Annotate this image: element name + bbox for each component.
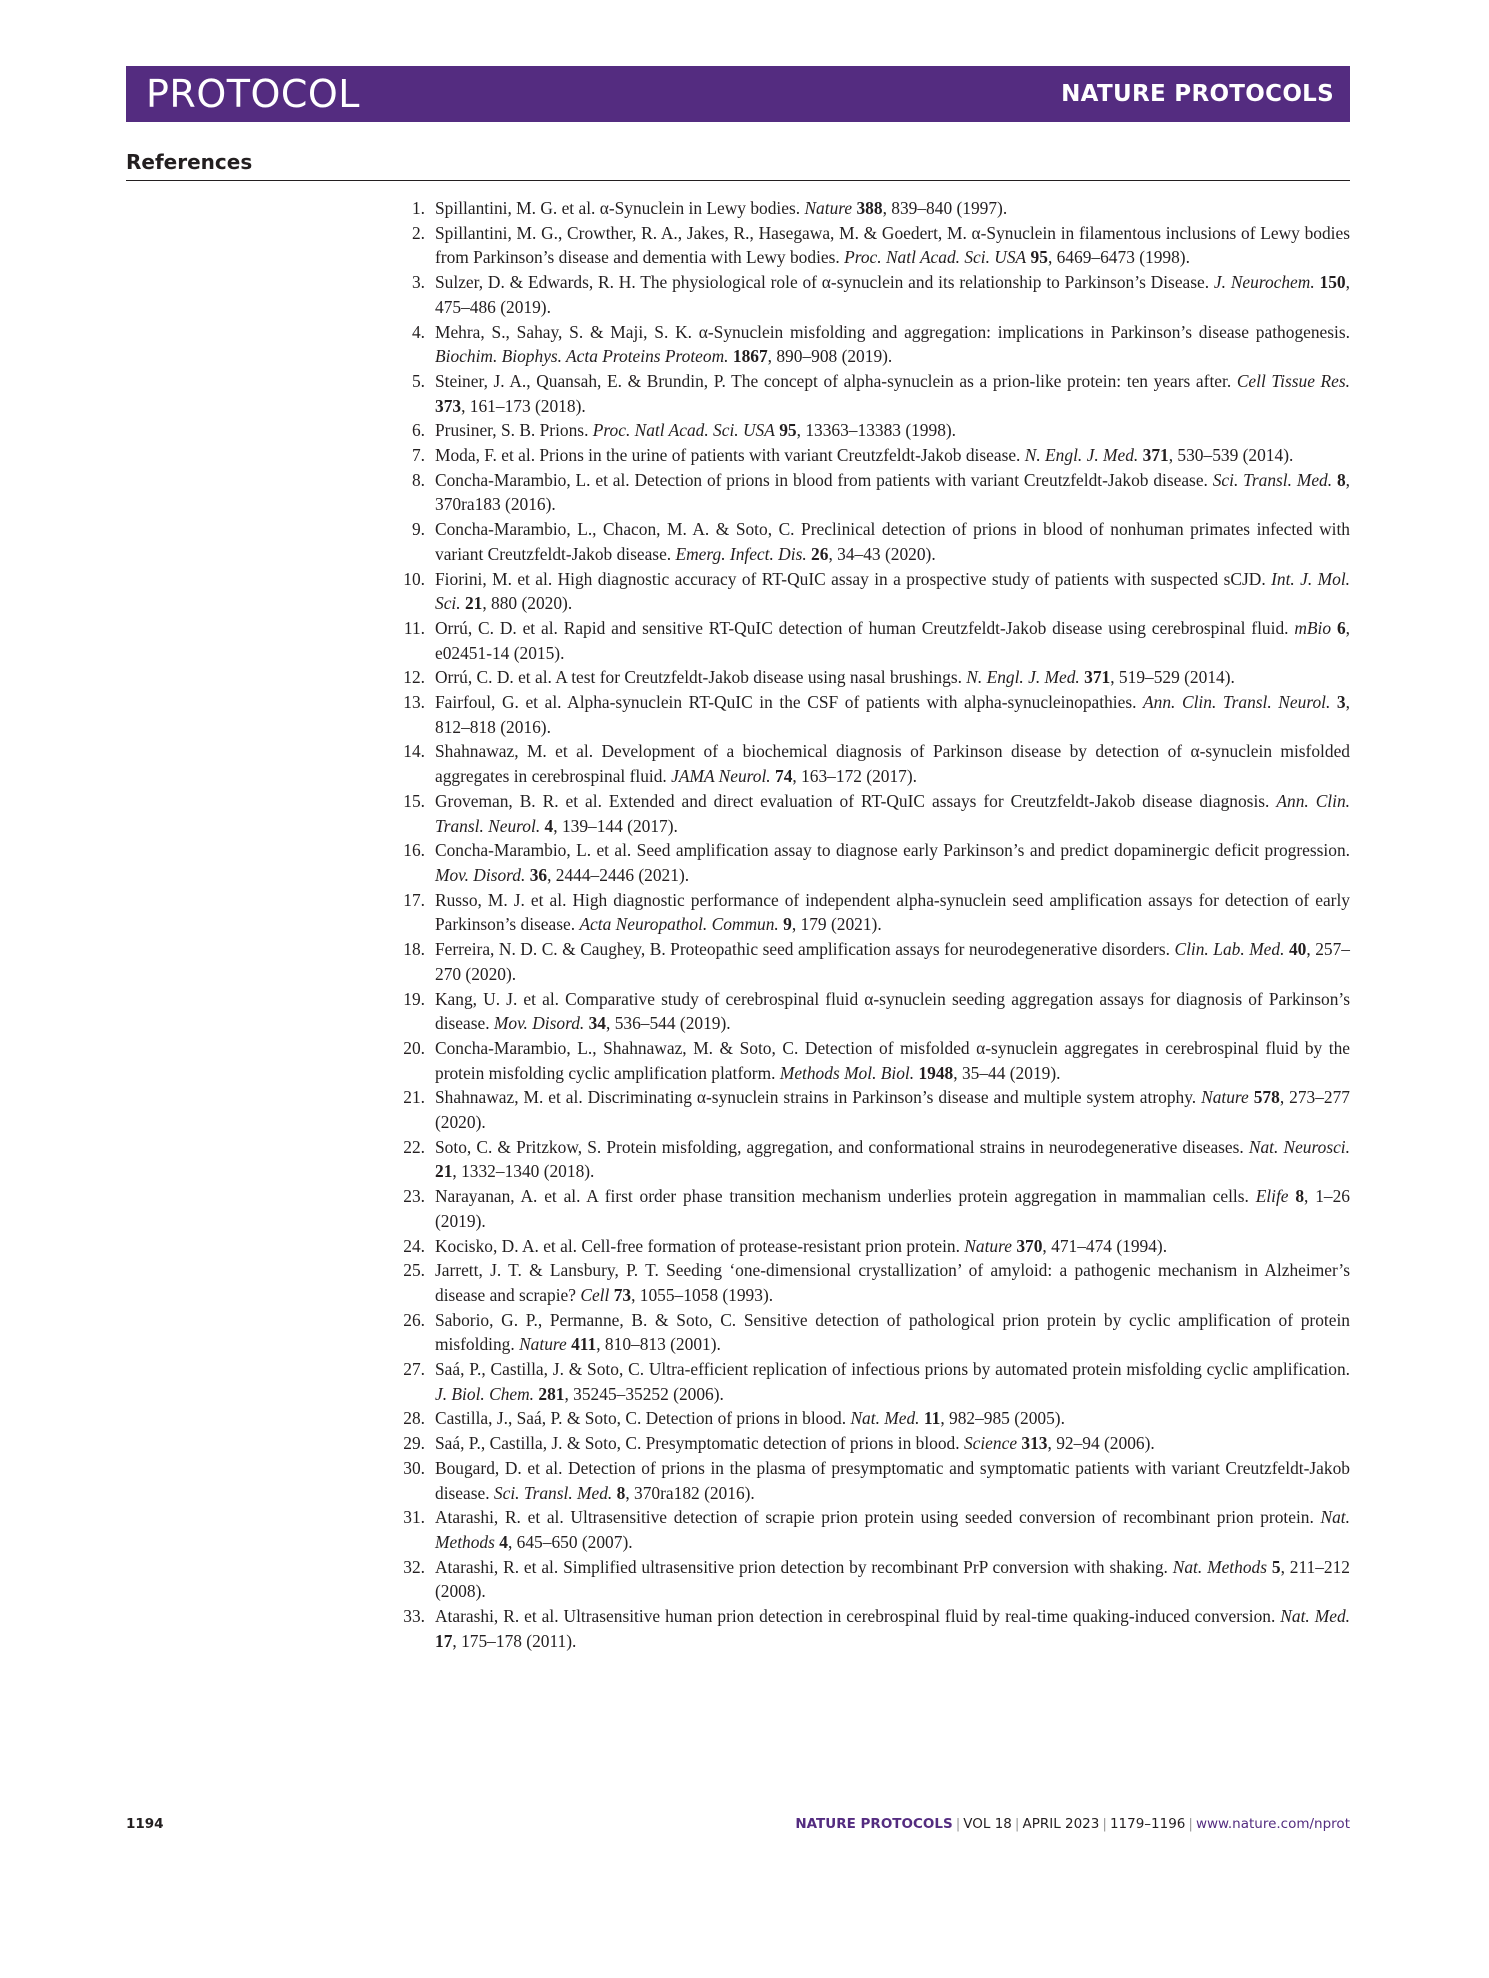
reference-text: [435, 1310, 1350, 1355]
citation-text: Atarashi, R. et al. Ultrasensitive human prion detection in cerebrospinal fluid by real-time quaking-induced conversion.: [435, 1606, 1281, 1627]
citation-text: Concha-Marambio, L. et al. Seed amplification assay to diagnose early Parkinson’s and predict dopaminergic deficit progression.: [435, 840, 1350, 861]
reference-text: [435, 989, 1350, 1034]
page-number: 1194: [126, 1816, 164, 1832]
journal-title: Nature: [964, 1235, 1012, 1256]
reference-item: [385, 1184, 1350, 1233]
volume-number: 4: [544, 815, 554, 836]
footer-date: APRIL 2023: [1022, 1816, 1100, 1832]
reference-item: [385, 369, 1350, 418]
reference-number: 1.: [411, 198, 425, 218]
reference-text: [435, 741, 1350, 786]
footer-separator: |: [1102, 1816, 1107, 1832]
journal-title: JAMA Neurol.: [671, 766, 771, 787]
citation-text: Prusiner, S. B. Prions.: [435, 420, 593, 441]
reference-item: [385, 221, 1350, 270]
reference-item: [385, 1406, 1350, 1431]
reference-item: [385, 517, 1350, 566]
citation-text: , 810–813 (2001).: [596, 1334, 721, 1355]
citation-text: , 139–144 (2017).: [553, 815, 678, 836]
reference-text: [435, 890, 1350, 935]
reference-item: [385, 665, 1350, 690]
reference-item: [385, 1505, 1350, 1554]
reference-text: [435, 791, 1350, 836]
citation-text: Ferreira, N. D. C. & Caughey, B. Proteopathic seed amplification assays for neurodegenerative disorders.: [435, 939, 1175, 960]
citation-text: Bougard, D. et al. Detection of prions in the plasma of presymptomatic and symptomatic patients with variant Creutzfeldt-Jakob disease.: [435, 1457, 1350, 1503]
volume-number: 281: [538, 1383, 565, 1404]
reference-text: [435, 1137, 1350, 1182]
reference-number: 22.: [403, 1136, 425, 1157]
volume-number: 1867: [732, 346, 768, 367]
reference-number: 18.: [403, 939, 425, 960]
reference-item: [385, 1604, 1350, 1653]
journal-title: Methods Mol. Biol.: [779, 1062, 915, 1083]
volume-number: 73: [613, 1284, 632, 1305]
reference-number: 11.: [403, 617, 425, 638]
reference-item: [385, 1555, 1350, 1604]
citation-text: Concha-Marambio, L. et al. Detection of prions in blood from patients with variant Creutzfeldt-Jakob disease.: [435, 469, 1213, 490]
citation-text: , 175–178 (2011).: [452, 1630, 577, 1651]
journal-title: J. Biol. Chem.: [435, 1383, 535, 1404]
reference-text: [435, 1359, 1350, 1404]
citation-text: , 92–94 (2006).: [1047, 1433, 1155, 1454]
reference-item: [385, 443, 1350, 468]
references-heading: References: [126, 150, 253, 174]
reference-number: 24.: [403, 1235, 425, 1256]
reference-text: [435, 272, 1350, 317]
volume-number: 370: [1016, 1235, 1043, 1256]
reference-item: [385, 567, 1350, 616]
page-footer: [126, 1816, 1350, 1838]
reference-number: 5.: [411, 370, 425, 391]
citation-text: , 370ra183 (2016).: [435, 469, 1350, 515]
citation-text: Atarashi, R. et al. Ultrasensitive detection of scrapie prion protein using seeded conversion of recombinant prion protein.: [435, 1507, 1321, 1528]
reference-number: 33.: [403, 1606, 425, 1627]
volume-number: 8: [1295, 1186, 1305, 1207]
reference-text: [435, 618, 1350, 663]
citation-text: , 35–44 (2019).: [953, 1062, 1061, 1083]
footer-pages: 1179–1196: [1109, 1816, 1186, 1832]
reference-text: [435, 1087, 1350, 1132]
journal-title: Nature: [1201, 1087, 1249, 1108]
reference-number: 10.: [403, 568, 425, 589]
journal-title: Nature: [804, 198, 853, 218]
header-banner: [126, 66, 1350, 122]
journal-title: Nat. Methods: [1172, 1556, 1267, 1577]
volume-number: 36: [529, 864, 548, 885]
journal-title: Biochim. Biophys. Acta Proteins Proteom.: [435, 346, 729, 367]
citation-text: , e02451-14 (2015).: [435, 617, 1350, 663]
citation-text: , 1055–1058 (1993).: [631, 1284, 774, 1305]
citation-text: , 2444–2446 (2021).: [547, 864, 690, 885]
reference-number: 14.: [403, 741, 425, 762]
citation-text: Moda, F. et al. Prions in the urine of patients with variant Creutzfeldt-Jakob disease.: [435, 445, 1025, 466]
citation-text: , 163–172 (2017).: [792, 766, 918, 787]
reference-number: 26.: [403, 1309, 425, 1330]
reference-number: 31.: [403, 1507, 425, 1528]
reference-number: 32.: [403, 1556, 425, 1577]
reference-text: [435, 445, 1293, 465]
reference-text: [435, 322, 1350, 367]
volume-number: 95: [1030, 247, 1048, 268]
citation-text: Atarashi, R. et al. Simplified ultrasensitive prion detection by recombinant PrP conversion with shaking.: [435, 1556, 1173, 1577]
citation-text: Saá, P., Castilla, J. & Soto, C. Ultra-efficient replication of infectious prions by automated protein misfolding cyclic amplification.: [435, 1359, 1350, 1380]
citation-text: [1330, 692, 1337, 712]
journal-title: Elife: [1255, 1186, 1289, 1207]
volume-number: 74: [775, 766, 793, 787]
reference-text: [435, 470, 1350, 515]
volume-number: 11: [923, 1408, 941, 1429]
journal-title: Science: [963, 1433, 1018, 1454]
citation-text: Jarrett, J. T. & Lansbury, P. T. Seeding ‘one-dimensional crystallization’ of amyloid: a pathogenic mechanism in Alzheimer’s disease and scrapie?: [435, 1260, 1350, 1305]
footer-url[interactable]: www.nature.com/nprot: [1195, 1816, 1350, 1832]
reference-number: 8.: [411, 469, 425, 490]
volume-number: 34: [588, 1013, 606, 1034]
volume-number: 21: [464, 593, 483, 614]
citation-text: Castilla, J., Saá, P. & Soto, C. Detection of prions in blood.: [435, 1408, 851, 1429]
citation-text: , 839–840 (1997).: [882, 198, 1008, 218]
journal-title: N. Engl. J. Med.: [1024, 445, 1139, 466]
reference-number: 29.: [403, 1433, 425, 1454]
footer-citation: [795, 1816, 1350, 1832]
footer-separator: |: [955, 1816, 961, 1832]
reference-text: [435, 1507, 1350, 1552]
reference-item: [385, 739, 1350, 788]
volume-number: 95: [779, 420, 797, 441]
citation-text: , 880 (2020).: [482, 593, 573, 614]
reference-text: [435, 1433, 1155, 1453]
reference-item: [385, 888, 1350, 937]
volume-number: 313: [1021, 1433, 1048, 1454]
citation-text: , 471–474 (1994).: [1042, 1235, 1168, 1256]
reference-item: [385, 838, 1350, 887]
journal-title: Emerg. Infect. Dis.: [675, 543, 807, 564]
reference-item: [385, 320, 1350, 369]
reference-item: [385, 1431, 1350, 1456]
reference-text: [435, 1038, 1350, 1083]
reference-text: [435, 371, 1350, 416]
volume-number: 9: [783, 914, 792, 935]
journal-title: Nat. Methods: [435, 1507, 1350, 1552]
heading-rule: [126, 180, 1350, 181]
citation-text: Concha-Marambio, L., Chacon, M. A. & Soto, C. Preclinical detection of prions in blood of nonhuman primates infected with variant Creutzfeldt-Jakob disease.: [435, 519, 1350, 564]
volume-number: 26: [811, 543, 829, 564]
citation-text: , 370ra182 (2016).: [625, 1482, 755, 1503]
citation-text: Steiner, J. A., Quansah, E. & Brundin, P. The concept of alpha-synuclein as a prion-like protein: ten years after.: [435, 370, 1237, 391]
reference-number: 9.: [411, 519, 425, 540]
journal-title: Nat. Med.: [850, 1408, 920, 1429]
volume-number: 578: [1253, 1087, 1280, 1108]
citation-text: Soto, C. & Pritzkow, S. Protein misfolding, aggregation, and conformational strains in neurodegenerative diseases.: [435, 1136, 1249, 1157]
reference-text: [435, 939, 1350, 984]
citation-text: , 890–908 (2019).: [767, 346, 893, 367]
footer-volume: VOL 18: [963, 1816, 1012, 1832]
volume-number: 21: [435, 1161, 453, 1182]
citation-text: , 34–43 (2020).: [828, 543, 936, 564]
reference-number: 30.: [403, 1457, 425, 1478]
citation-text: , 1332–1340 (2018).: [452, 1161, 595, 1182]
section-label: PROTOCOL: [146, 72, 360, 116]
reference-number: 25.: [403, 1260, 425, 1281]
reference-item: [385, 1085, 1350, 1134]
citation-text: , 257–270 (2020).: [435, 939, 1350, 984]
citation-text: , 536–544 (2019).: [606, 1013, 731, 1034]
reference-text: [435, 1186, 1350, 1231]
reference-number: 28.: [403, 1408, 425, 1429]
journal-title: Sci. Transl. Med.: [493, 1482, 613, 1503]
reference-number: 21.: [403, 1087, 425, 1108]
volume-number: 371: [1142, 445, 1169, 466]
volume-number: 3: [1336, 692, 1346, 713]
footer-separator: |: [1188, 1816, 1193, 1832]
reference-number: 2.: [411, 222, 425, 243]
reference-number: 23.: [403, 1186, 425, 1207]
citation-text: Groveman, B. R. et al. Extended and direct evaluation of RT-QuIC assays for Creutzfeldt-Jakob disease diagnosis.: [435, 790, 1277, 811]
journal-title: Int. J. Mol. Sci.: [435, 568, 1350, 614]
citation-text: Spillantini, M. G. et al. α-Synuclein in Lewy bodies.: [435, 198, 805, 218]
reference-number: 27.: [403, 1359, 425, 1380]
citation-text: , 1–26 (2019).: [435, 1186, 1350, 1231]
reference-item: [385, 1308, 1350, 1357]
volume-number: 388: [856, 198, 883, 218]
footer-separator: |: [1014, 1816, 1020, 1832]
reference-item: [385, 1357, 1350, 1406]
journal-title: Ann. Clin. Transl. Neurol.: [435, 790, 1351, 836]
reference-text: [435, 1236, 1167, 1256]
reference-text: [435, 1260, 1350, 1305]
journal-title: Mov. Disord.: [493, 1013, 585, 1034]
journal-title: N. Engl. J. Med.: [966, 667, 1080, 688]
reference-list: [385, 196, 1350, 1653]
volume-number: 5: [1271, 1556, 1281, 1577]
journal-title: Nat. Neurosci.: [1248, 1136, 1350, 1157]
reference-text: [435, 840, 1350, 885]
journal-title: Nat. Med.: [1280, 1606, 1350, 1627]
reference-item: [385, 937, 1350, 986]
reference-item: [385, 1036, 1350, 1085]
reference-text: [435, 198, 1007, 218]
volume-number: 150: [1319, 272, 1346, 293]
citation-text: , 530–539 (2014).: [1168, 445, 1294, 466]
citation-text: Orrú, C. D. et al. A test for Creutzfeldt-Jakob disease using nasal brushings.: [435, 667, 967, 688]
volume-number: 8: [616, 1482, 626, 1503]
citation-text: Mehra, S., Sahay, S. & Maji, S. K. α-Synuclein misfolding and aggregation: implications in Parkinson’s disease pathogenesis.: [435, 321, 1350, 342]
reference-item: [385, 196, 1350, 221]
reference-text: [435, 1408, 1065, 1428]
citation-text: Russo, M. J. et al. High diagnostic performance of independent alpha-synuclein seed amplification assays for detection of early Parkinson’s disease.: [435, 889, 1350, 935]
citation-text: , 475–486 (2019).: [435, 272, 1350, 317]
citation-text: Saborio, G. P., Permanne, B. & Soto, C. Sensitive detection of pathological prion protein by cyclic amplification of protein misfolding.: [435, 1309, 1350, 1355]
citation-text: , 13363–13383 (1998).: [796, 420, 957, 441]
journal-name: NATURE PROTOCOLS: [1061, 81, 1334, 107]
journal-title: J. Neurochem.: [1213, 272, 1315, 293]
reference-item: [385, 987, 1350, 1036]
reference-item: [385, 616, 1350, 665]
reference-number: 4.: [411, 321, 425, 342]
reference-number: 13.: [403, 692, 425, 713]
reference-number: 19.: [403, 988, 425, 1009]
citation-text: , 211–212 (2008).: [435, 1556, 1351, 1602]
volume-number: 371: [1084, 667, 1111, 688]
journal-title: Proc. Natl Acad. Sci. USA: [592, 420, 775, 441]
citation-text: , 6469–6473 (1998).: [1047, 247, 1190, 268]
citation-text: Fiorini, M. et al. High diagnostic accuracy of RT-QuIC assay in a prospective study of patients with suspected sCJD.: [435, 568, 1272, 589]
citation-text: Narayanan, A. et al. A first order phase transition mechanism underlies protein aggregation in mammalian cells.: [435, 1186, 1256, 1207]
citation-text: Orrú, C. D. et al. Rapid and sensitive RT-QuIC detection of human Creutzfeldt-Jakob disease using cerebrospinal fluid.: [435, 617, 1295, 638]
reference-text: [435, 1606, 1350, 1651]
journal-title: Cell Tissue Res.: [1236, 370, 1350, 391]
reference-text: [435, 692, 1350, 737]
reference-number: 6.: [411, 420, 425, 441]
reference-number: 12.: [403, 667, 425, 688]
volume-number: 4: [499, 1531, 508, 1552]
citation-text: Kang, U. J. et al. Comparative study of cerebrospinal fluid α-synuclein seeding aggregation assays for diagnosis of Parkinson’s disease.: [435, 988, 1350, 1034]
reference-text: [435, 1458, 1350, 1503]
reference-number: 3.: [411, 272, 425, 293]
citation-text: , 273–277 (2020).: [435, 1087, 1350, 1133]
volume-number: 411: [571, 1334, 597, 1355]
reference-item: [385, 1135, 1350, 1184]
reference-item: [385, 1258, 1350, 1307]
reference-number: 20.: [403, 1037, 425, 1058]
reference-text: [435, 223, 1350, 268]
reference-item: [385, 1456, 1350, 1505]
journal-title: Ann. Clin. Transl. Neurol.: [1143, 692, 1331, 713]
volume-number: 8: [1336, 469, 1346, 490]
journal-title: Clin. Lab. Med.: [1174, 939, 1285, 960]
journal-title: Nature: [519, 1334, 567, 1355]
reference-item: [385, 468, 1350, 517]
citation-text: , 179 (2021).: [791, 914, 882, 935]
reference-item: [385, 1234, 1350, 1259]
reference-text: [435, 569, 1350, 614]
footer-journal: NATURE PROTOCOLS: [795, 1816, 953, 1832]
reference-text: [435, 667, 1235, 687]
citation-text: , 982–985 (2005).: [940, 1408, 1065, 1429]
citation-text: , 519–529 (2014).: [1110, 667, 1235, 688]
citation-text: Shahnawaz, M. et al. Discriminating α-synuclein strains in Parkinson’s disease and multiple system atrophy.: [435, 1087, 1202, 1108]
citation-text: Sulzer, D. & Edwards, R. H. The physiological role of α-synuclein and its relationship to Parkinson’s Disease.: [435, 272, 1214, 293]
volume-number: 373: [435, 395, 462, 416]
reference-item: [385, 418, 1350, 443]
reference-text: [435, 420, 956, 440]
reference-number: 17.: [403, 889, 425, 910]
citation-text: Kocisko, D. A. et al. Cell-free formation of protease-resistant prion protein.: [435, 1235, 965, 1256]
volume-number: 1948: [918, 1062, 954, 1083]
volume-number: 6: [1336, 617, 1346, 638]
reference-text: [435, 1557, 1350, 1602]
journal-title: Cell: [580, 1284, 610, 1305]
citation-text: Fairfoul, G. et al. Alpha-synuclein RT-QuIC in the CSF of patients with alpha-synucleinopathies.: [435, 692, 1144, 713]
journal-title: Proc. Natl Acad. Sci. USA: [844, 247, 1027, 268]
journal-title: Acta Neuropathol. Commun.: [579, 914, 779, 935]
journal-title: Mov. Disord.: [435, 864, 526, 885]
citation-text: Concha-Marambio, L., Shahnawaz, M. & Soto, C. Detection of misfolded α-synuclein aggregates in cerebrospinal fluid by the protein misfolding cyclic amplification platform.: [435, 1037, 1350, 1083]
citation-text: Saá, P., Castilla, J. & Soto, C. Presymptomatic detection of prions in blood.: [435, 1433, 964, 1454]
citation-text: Shahnawaz, M. et al. Development of a biochemical diagnosis of Parkinson disease by detection of α-synuclein misfolded aggregates in cerebrospinal fluid.: [435, 741, 1350, 787]
journal-title: Sci. Transl. Med.: [1212, 469, 1333, 490]
citation-text: , 161–173 (2018).: [461, 395, 586, 416]
reference-item: [385, 270, 1350, 319]
citation-text: , 35245–35252 (2006).: [564, 1383, 724, 1404]
reference-number: 16.: [403, 840, 425, 861]
reference-number: 7.: [411, 445, 425, 466]
reference-text: [435, 519, 1350, 564]
citation-text: , 645–650 (2007).: [507, 1531, 633, 1552]
reference-item: [385, 789, 1350, 838]
citation-text: Spillantini, M. G., Crowther, R. A., Jakes, R., Hasegawa, M. & Goedert, M. α-Synuclein in filamentous inclusions of Lewy bodies from Parkinson’s disease and dementia with Lewy bodies.: [435, 222, 1350, 268]
reference-number: 15.: [403, 790, 425, 811]
journal-title: mBio: [1294, 617, 1332, 638]
volume-number: 17: [435, 1630, 453, 1651]
reference-item: [385, 690, 1350, 739]
volume-number: 40: [1288, 939, 1307, 960]
citation-text: , 812–818 (2016).: [435, 692, 1350, 737]
